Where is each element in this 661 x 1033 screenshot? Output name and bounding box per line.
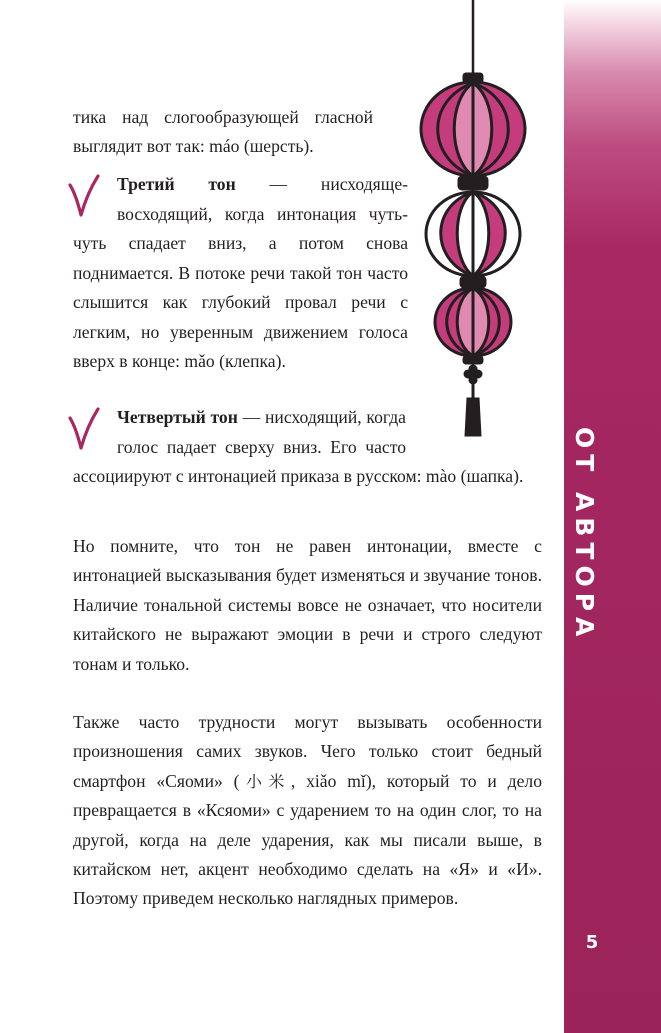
intro-paragraph: тика над слогообразующей гласной выглядит вот так: máo (шерсть).: [73, 107, 373, 157]
section-title: ОТ АВТОРА: [570, 427, 599, 643]
pinyin-example: xiǎo mǐ: [306, 770, 366, 791]
pinyin-example: mǎo: [184, 351, 215, 371]
fourth-tone-term: Четвертый тон: [117, 407, 238, 427]
third-tone-term: Третий тон: [117, 174, 236, 194]
hanzi-example: 小米: [239, 771, 291, 791]
chinese-lantern-icon: [408, 0, 548, 440]
body-paragraph-pronunciation: Также часто трудности могут вызывать особенности произношения самих звуков. Чего только стоит бедный смартфон «Сяоми» (小米, xiǎo mǐ), который то и дело превращается в «Ксяоми» с ударением то на один слог, то на другой, когда на деле ударения, как мы писали выше, в китайском нет, акцент необходимо сделать на «Я» и «И». Поэтому приведем несколько наглядных примеров.: [73, 712, 542, 909]
pinyin-example: máo: [209, 136, 240, 157]
fourth-tone-paragraph: Четвертый тон — нисходящий, когда голос падает сверху вниз. Его часто ассоциируют с интонацией приказа в русском: mào (шапка).: [73, 407, 524, 486]
page-number: 5: [585, 932, 599, 953]
body-paragraph-tones: Но помните, что тон не равен интонации, вместе с интонацией высказывания будет изменяться и звучание тонов. Наличие тональной системы вовсе не означает, что носители китайского не выражают эмоции в речи и строго следуют тонам и только.: [73, 536, 542, 674]
third-tone-paragraph: Третий тон — нисходяще-восходящий, когда интонация чуть-чуть спадает вниз, а потом снова поднимается. В потоке речи такой тон часто слышится как глубокий провал речи с легким, но уверенным движением голоса вверх в конце: mǎo (клепка).: [73, 174, 408, 371]
pinyin-example: mào: [425, 466, 457, 486]
